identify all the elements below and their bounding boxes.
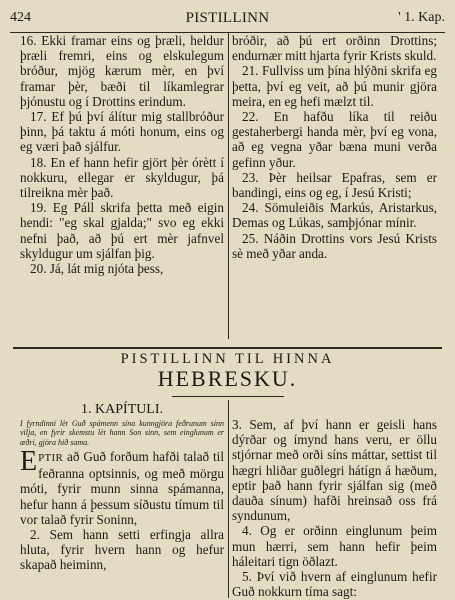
verse-paragraph: 5. Því við hvern af einglunum hefir Guð nokkurn tíma sagt: [232,569,437,600]
philemon-right-column [232,33,437,261]
chapter-summary: I fyrndinni lèt Guð spámenn sína kunngjöra feðrunum sinn vilja, en fyrir skemstu lèt hann Son sinn, sem einglunum er æðri, gjöra hið sama. [20,419,224,447]
chapter-reference: ' 1. Kap. [398,10,445,25]
philemon-left-column [20,33,224,276]
verse-paragraph: 2. Sem hann setti erfingja allra hluta, fyrir hvern hann og hefur skapað heiminn, [20,526,224,573]
verse-paragraph: 16. Ekki framar eins og þræli, heldur þræli fremri, eins og elskulegum bróður, mjög kærum mèr, en því framar þèr, bæði til líkamlegrar þjónustu og í Drottins erindum. [20,33,224,109]
page-number: 424 [10,10,31,25]
verse-paragraph: 3. Sem, af því hann er geisli hans dýrðar og ímynd hans veru, er öllu stjórnar með orði síns máttar, settist til hægri hliðar guðlegri hátígn á hæðum, eptir það hann fyrir sjálfan sig (með dauða sínum) hafði hreinsað oss frá syndunum, [232,417,437,524]
verse-paragraph: bróðir, að þú ert orðinn Drottins; endurnær mitt hjarta fyrir Krists skuld. [232,33,437,64]
verse-paragraph: 20. Já, lát mig njóta þess, [30,261,164,277]
column-divider [228,33,229,339]
verse-paragraph: 24. Sömuleiðis Markús, Aristarkus, Demas og Lúkas, samþjónar mínir. [232,200,437,231]
book-title-line1: PISTILLINN TIL HINNA [120,351,335,367]
book-title-line2: HEBRESKU. [157,366,298,391]
hebrews-right-column [232,417,437,599]
verse-paragraph: 22. En hafðu líka til reiðu gestaherbergi handa mèr, því eg vona, að eg vegna yðar bæna muni verða gefinn yður. [232,109,437,170]
running-title: PISTILLINN [185,10,270,26]
title-underline [172,396,284,397]
verse-paragraph: 4. Og er orðinn einglunum þeim mun hærri, sem hann hefir þeim háleitari tign öðlazt. [232,523,437,569]
verse-paragraph: 19. Eg Páll skrifa þetta með eigin hendi: "eg skal gjalda;" svo eg ekki nefni það, að þú ert mèr jafnvel skyldugur um sjálfan þig. [20,200,224,261]
section-rule [13,347,442,349]
verse-paragraph [20,445,224,527]
opening-small-caps: PTIR [38,451,64,464]
verse-paragraph: 23. Þèr heilsar Epafras, sem er bandingi, eins og eg, í Jesú Kristi; [232,169,437,201]
page-header [10,10,445,30]
verse-paragraph: 25. Náðin Drottins vors Jesú Krists sè með yðar anda. [232,230,437,261]
verse-text: að Guð forðum hafði talað til feðranna optsinnis, og með mörgu móti, fyrir munn sinna spámanna, hefur hann á þessum síðustu tímum til vor talað fyrir Soninn, [20,448,224,527]
drop-cap: E [20,445,38,477]
verse-paragraph: 21. Fullviss um þína hlýðni skrifa eg þetta, því eg veit, að þú munir gjöra meira, en eg hefi mælzt til. [232,63,437,109]
column-divider [228,400,229,598]
verse-paragraph: 18. En ef hann hefir gjört þèr órètt í nokkuru, ellegar er skyldugur, þá tilreikna mèr það. [20,154,224,201]
chapter-heading: 1. KAPÍTULI. [80,402,164,417]
hebrews-left-column [20,402,224,573]
verse-paragraph: 17. Ef þú því álítur mig stallbróður þinn, þá taktu á móti honum, eins og eg væri það sjálfur. [20,109,224,155]
